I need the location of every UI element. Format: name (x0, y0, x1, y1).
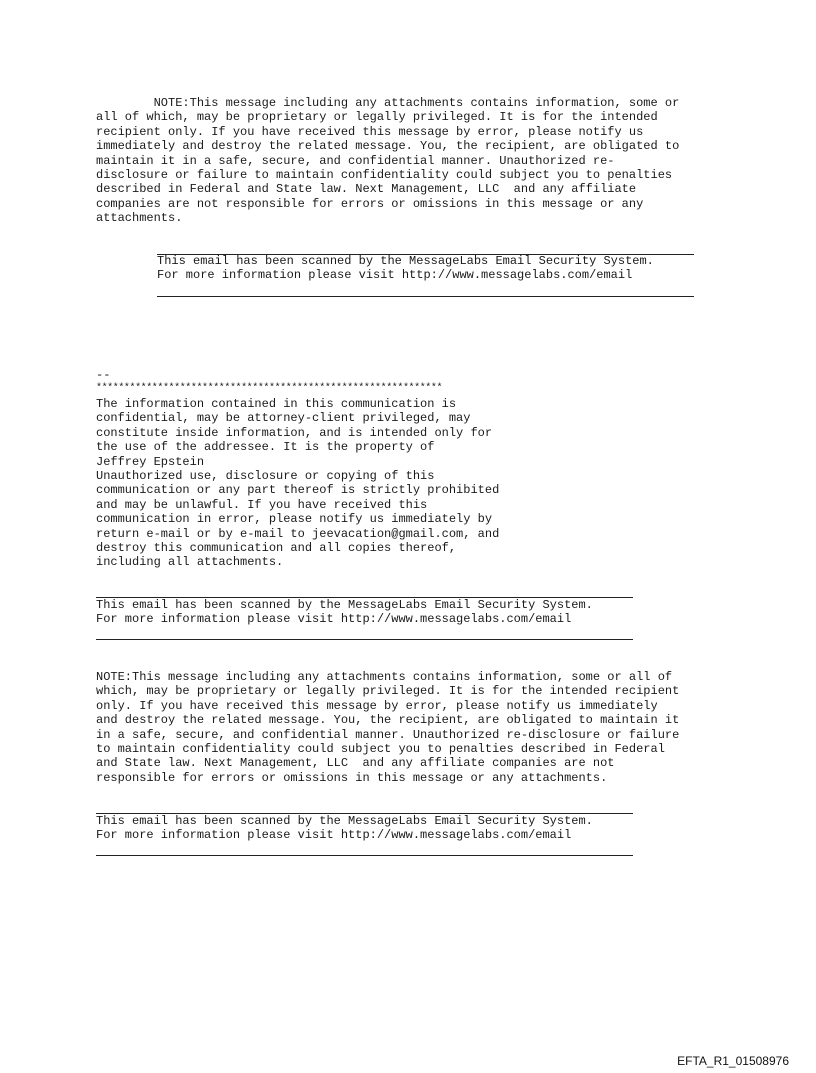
legal-note-indented: NOTE:This message including any attachments contains information, some or all of which, may be proprietary or legally privileged. It is for the intended recipient only. If you have received this message by error, please notify us immediately and destroy the related message. You, the recipient, are obligated to maintain it in a safe, secure, and confidential manner. Unauthorized re- disclosure or failure to maintain confidentiality could subject you to penalties described in Federal and State law. Next Management, LLC and any affiliate companies are not responsible for errors or omissions in this message or any attachments. (96, 96, 680, 226)
scan-notice-line-1: This email has been scanned by the MessageLabs Email Security System. (157, 254, 654, 268)
divider (96, 639, 633, 640)
scan-notice-line-1: This email has been scanned by the MessageLabs Email Security System. (96, 814, 593, 828)
scan-notice-line-1: This email has been scanned by the MessageLabs Email Security System. (96, 598, 593, 612)
scan-notice-line-2: For more information please visit http://www.messagelabs.com/email (96, 612, 572, 626)
confidentiality-notice: The information contained in this communication is confidential, may be attorney-client privileged, may constitute inside information, and is intended only for the use of the addressee. It is the property of Jeffrey Epstein Unauthorized use, disclosure or copying of this communication or any part thereof is strictly prohibited and may be unlawful. If you have received this communication in error, please notify us immediately by return e-mail or by e-mail to jeevacation@gmail.com, and destroy this communication and all copies thereof, including all attachments. (96, 397, 500, 570)
signature-separator: -- (96, 368, 111, 382)
divider (157, 296, 694, 297)
asterisk-divider: ************************************************************** (96, 383, 443, 394)
legal-note: NOTE:This message including any attachments contains information, some or all of which, may be proprietary or legally privileged. It is for the intended recipient only. If you have received this message by error, please notify us immediately and destroy the related message. You, the recipient, are obligated to maintain it in a safe, secure, and confidential manner. Unauthorized re-disclosure or failure to maintain confidentiality could subject you to penalties described in Federal and State law. Next Management, LLC and any affiliate companies are not responsible for errors or omissions in this message or any attachments. (96, 670, 680, 785)
scan-notice-line-2: For more information please visit http://www.messagelabs.com/email (96, 828, 572, 842)
scan-notice-line-2: For more information please visit http://www.messagelabs.com/email (157, 268, 633, 282)
divider (96, 855, 633, 856)
document-id: EFTA_R1_01508976 (677, 1054, 789, 1068)
